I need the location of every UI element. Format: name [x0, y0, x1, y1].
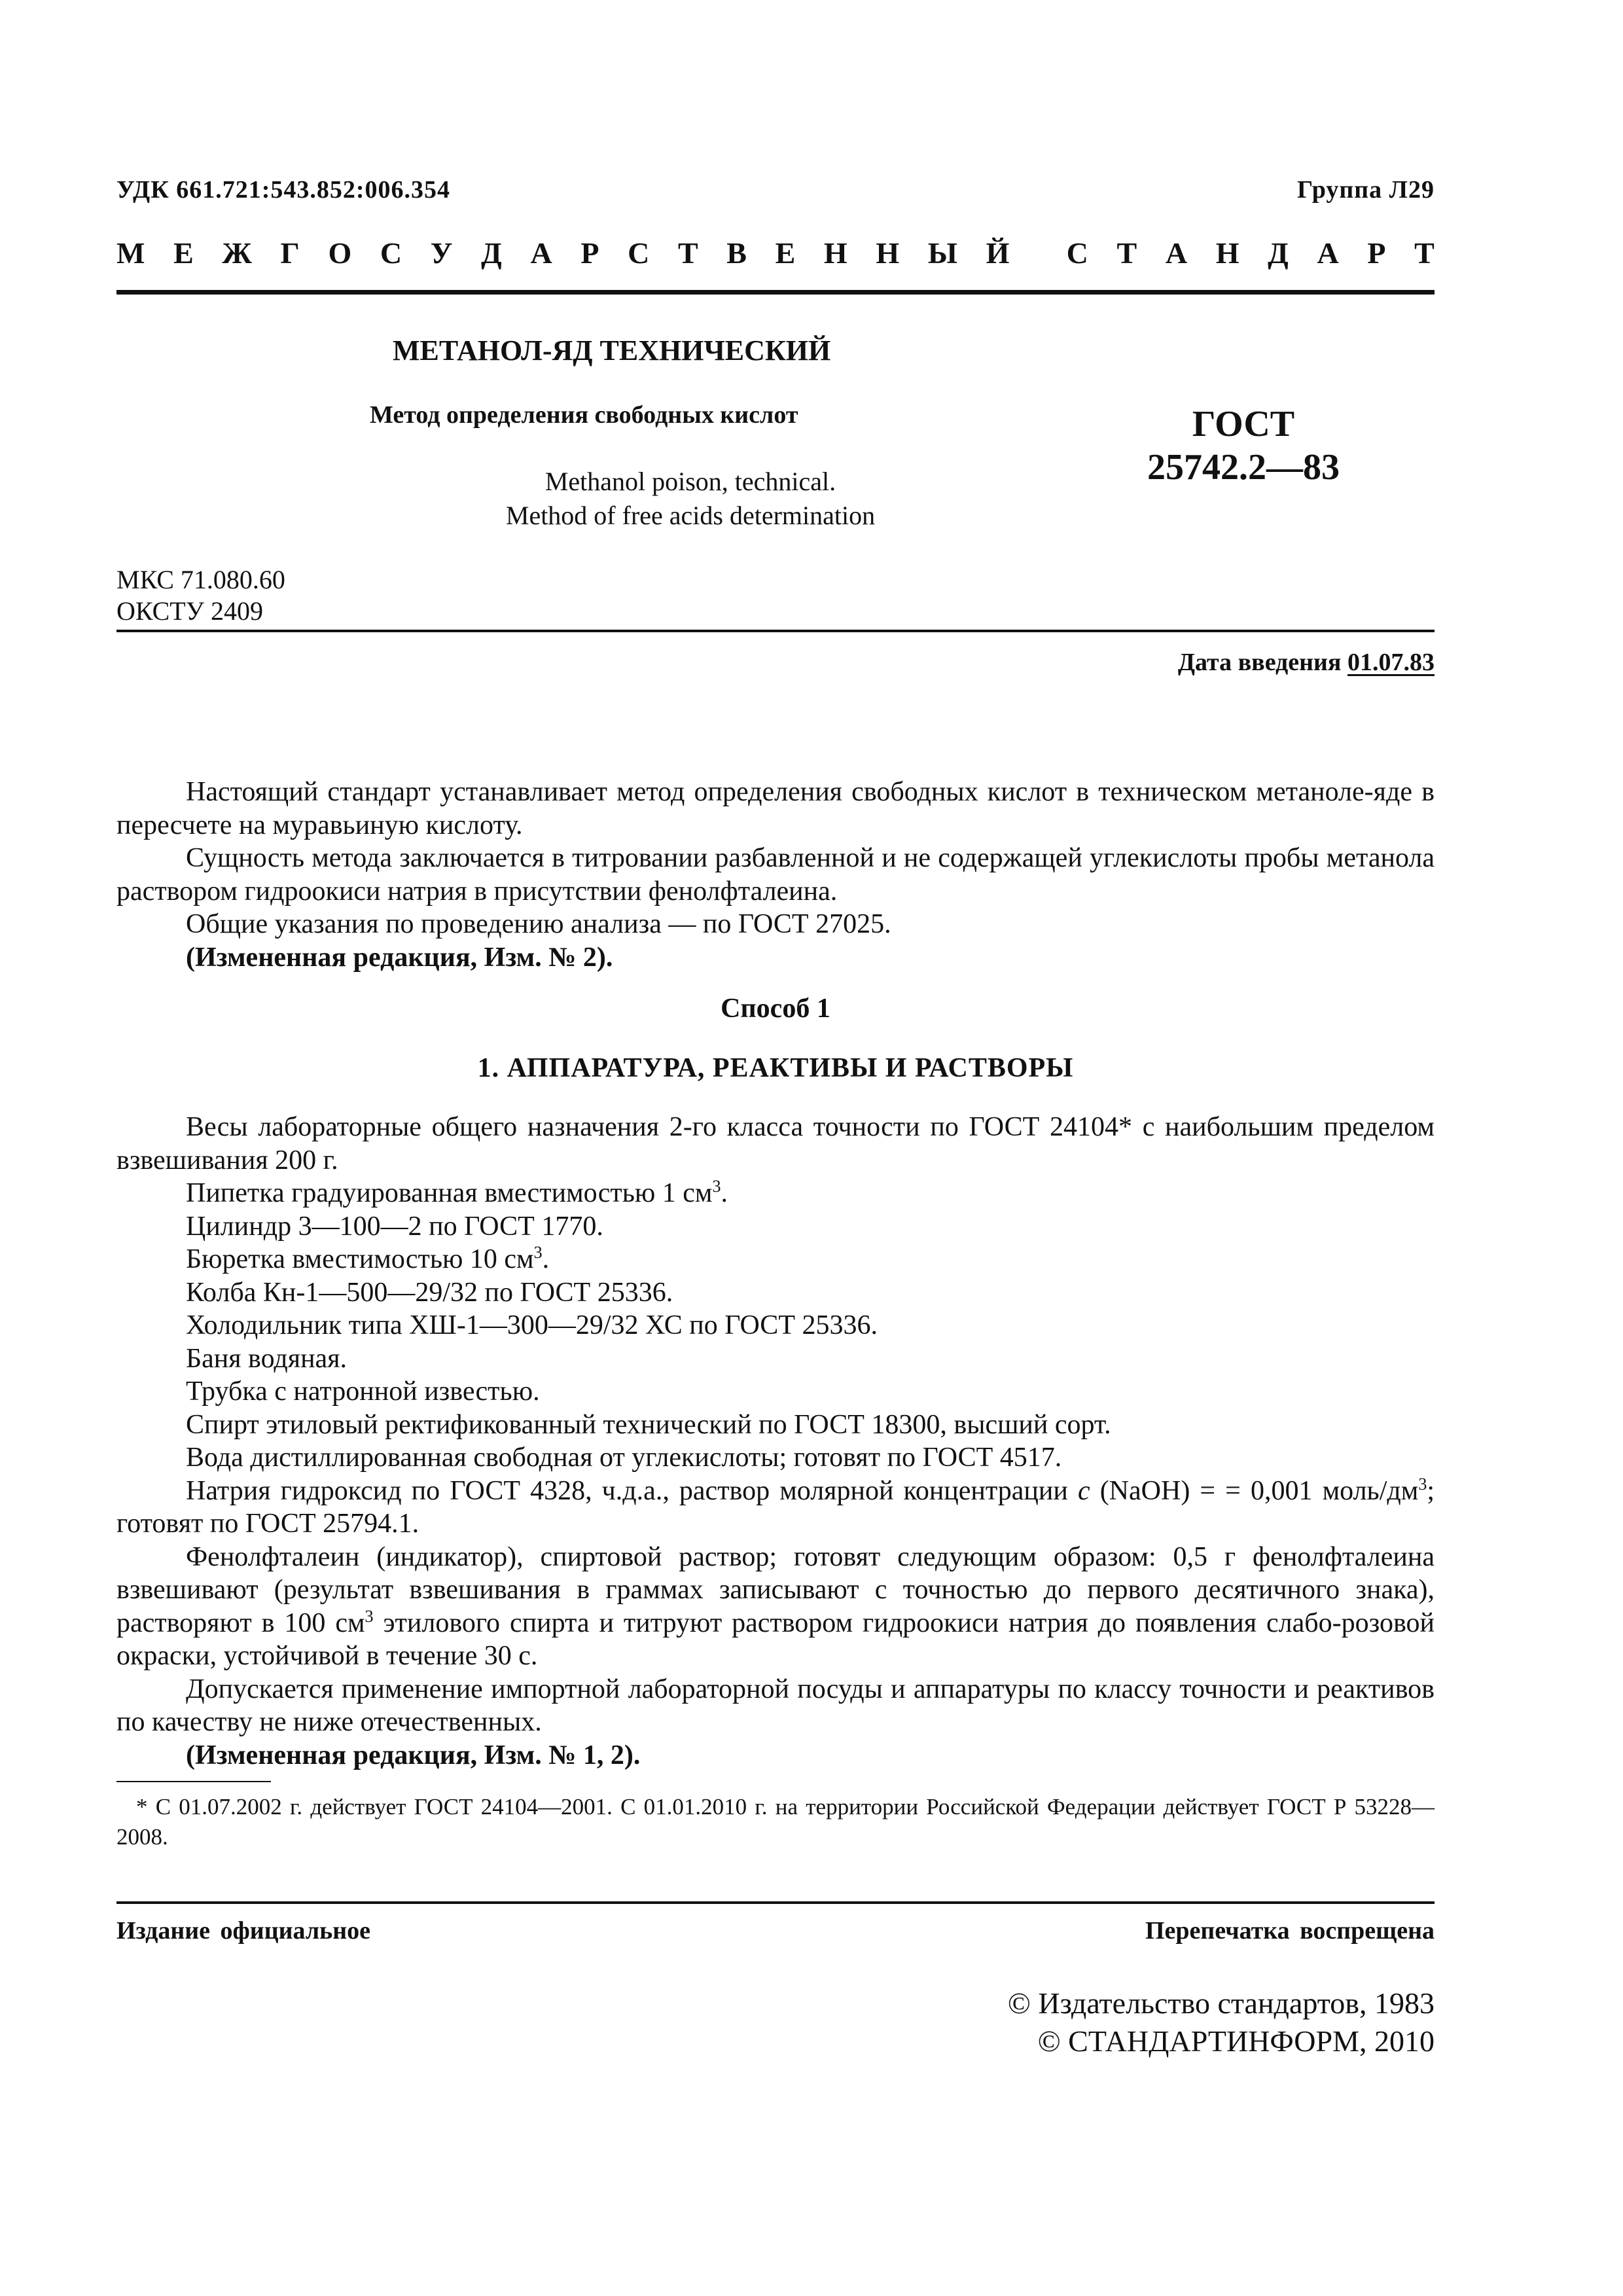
gost-designation [1099, 403, 1387, 489]
banner-letter: Й [986, 236, 1010, 270]
item-naoh-end: ; готовят по ГОСТ 25794.1. [116, 1475, 1435, 1539]
item-distilled-water: Вода дистиллированная свободная от углекислоты; готовят по ГОСТ 4517. [186, 1443, 1062, 1473]
item-pipette-sup: 3 [712, 1177, 721, 1196]
item-imported-equipment: Допускается применение импортной лабораторной посуды и аппаратуры по классу точности и реактивов по качеству не ниже отечественных. [116, 1674, 1435, 1737]
gost-label: ГОСТ [1192, 404, 1295, 444]
banner-letter: Т [677, 236, 698, 270]
banner-letter: С [380, 236, 402, 270]
document-subtitle: Метод определения свободных кислот [370, 401, 798, 429]
method-heading: Способ 1 [721, 994, 830, 1024]
item-naoh-text: Натрия гидроксид по ГОСТ 4328, ч.д.а., раствор молярной концентрации [186, 1475, 1078, 1506]
section-1-heading: 1. АППАРАТУРА, РЕАКТИВЫ И РАСТВОРЫ [477, 1052, 1074, 1083]
banner-letter: У [430, 236, 453, 270]
document-title: МЕТАНОЛ-ЯД ТЕХНИЧЕСКИЙ [393, 334, 831, 367]
item-sodium-hydroxide [116, 1475, 1435, 1541]
item-cylinder: Цилиндр 3—100—2 по ГОСТ 1770. [186, 1211, 603, 1242]
banner-letter: А [1317, 236, 1339, 270]
english-title-line-2: Method of free acids determination [505, 501, 876, 530]
banner-letter: М [116, 236, 145, 270]
banner-letter: В [726, 236, 747, 270]
item-burette-text: Бюретка вместимостью 10 см [186, 1244, 534, 1274]
udk-code: УДК 661.721:543.852:006.354 [116, 176, 451, 204]
banner-letter: Т [1414, 236, 1435, 270]
item-burette-end: . [542, 1244, 550, 1274]
banner-letter: Ж [222, 236, 252, 270]
item-phenol-end: этилового спирта и титруют раствором гидроокиси натрия до появления слабо-розовой окраски, устойчивой в течение 30 с. [116, 1607, 1435, 1671]
banner-letter: Г [280, 236, 300, 270]
banner-letter: Е [775, 236, 796, 270]
item-scales: Весы лабораторные общего назначения 2-го класса точности по ГОСТ 24104* с наибольшим пределом взвешивания 200 г. [116, 1112, 1435, 1175]
intro-paragraph-2: Сущность метода заключается в титровании разбавленной и не содержащей углекислоты пробы метанола раствором гидроокиси натрия в присутствии фенолфталеина. [116, 843, 1435, 906]
item-naoh-c: c [1077, 1475, 1090, 1506]
item-pipette [116, 1177, 1435, 1210]
banner-letter: Р [580, 236, 599, 270]
item-naoh-sup: 3 [1418, 1474, 1427, 1494]
classification-codes [116, 564, 285, 627]
banner-letter: А [530, 236, 552, 270]
item-phenol-sup: 3 [365, 1606, 374, 1626]
item-water-bath: Баня водяная. [186, 1343, 348, 1374]
section-1-amendment-note: (Измененная редакция, Изм. № 1, 2). [186, 1740, 641, 1770]
classification-rule [116, 630, 1435, 632]
introduction-date-label: Дата введения [1177, 649, 1342, 676]
banner-letter: Н [823, 236, 847, 270]
banner-letter: Е [173, 236, 194, 270]
item-pipette-end: . [721, 1178, 728, 1208]
copyright-line-1: © Издательство стандартов, 1983 [1007, 1986, 1435, 2020]
banner-letter: Т [1116, 236, 1137, 270]
introduction-date [1178, 648, 1435, 677]
item-phenol-text: Фенолфталеин (индикатор), спиртовой раствор; готовят следующим образом: 0,5 г фенолфталеина взвешивают (результат взвешивания в граммах записывают с точностью до первого десятичного знака), растворяют в 100 см [116, 1541, 1435, 1638]
english-title [314, 465, 1067, 533]
document-body [116, 776, 1435, 1772]
introduction-date-value: 01.07.83 [1347, 649, 1435, 676]
gost-number: 25742.2—83 [1147, 447, 1340, 488]
item-phenolphthalein [116, 1541, 1435, 1673]
interstate-standard-banner [116, 236, 1435, 270]
copyright-block [1008, 1984, 1435, 2060]
reprint-prohibited-label: Перепечатка воспрещена [1145, 1917, 1435, 1945]
banner-letter: А [1165, 236, 1188, 270]
mks-code: МКС 71.080.60 [116, 565, 285, 594]
intro-amendment-note: (Измененная редакция, Изм. № 2). [186, 942, 613, 973]
banner-letter: Н [876, 236, 900, 270]
group-code: Группа Л29 [1296, 176, 1435, 204]
banner-letter: Ы [927, 236, 957, 270]
okstu-code: ОКСТУ 2409 [116, 596, 264, 626]
banner-letter: Н [1215, 236, 1240, 270]
banner-letter: С [628, 236, 650, 270]
item-pipette-text: Пипетка градуированная вместимостью 1 см [186, 1178, 713, 1208]
intro-paragraph-1: Настоящий стандарт устанавливает метод определения свободных кислот в техническом метаноле-яде в пересчете на муравьиную кислоту. [116, 777, 1435, 840]
banner-letter: О [328, 236, 352, 270]
footnote: * С 01.07.2002 г. действует ГОСТ 24104—2001. С 01.01.2010 г. на территории Российской Федерации действует ГОСТ Р 53228—2008. [116, 1794, 1435, 1850]
item-burette-sup: 3 [533, 1243, 543, 1262]
item-naoh-conc: (NaOH) = = 0,001 моль/дм [1090, 1475, 1419, 1506]
item-soda-lime-tube: Трубка с натронной известью. [186, 1376, 540, 1407]
banner-letter: С [1066, 236, 1088, 270]
header-rule [116, 290, 1435, 295]
banner-letter: Д [481, 236, 502, 270]
intro-paragraph-3: Общие указания по проведению анализа — по ГОСТ 27025. [186, 909, 891, 939]
banner-letter: Р [1367, 236, 1386, 270]
item-flask: Колба Кн-1—500—29/32 по ГОСТ 25336. [186, 1277, 673, 1308]
english-title-line-1: Methanol poison, technical. [544, 467, 836, 496]
footnote-rule [116, 1781, 271, 1782]
footer-rule [116, 1901, 1435, 1904]
item-ethyl-alcohol: Спирт этиловый ректификованный технический по ГОСТ 18300, высший сорт. [186, 1409, 1111, 1440]
item-burette [116, 1243, 1435, 1276]
banner-letter: Д [1268, 236, 1289, 270]
item-condenser: Холодильник типа ХШ-1—300—29/32 ХС по ГОСТ 25336. [186, 1310, 878, 1340]
official-edition-label: Издание официальное [116, 1917, 371, 1945]
copyright-line-2: © СТАНДАРТИНФОРМ, 2010 [1037, 2024, 1435, 2058]
